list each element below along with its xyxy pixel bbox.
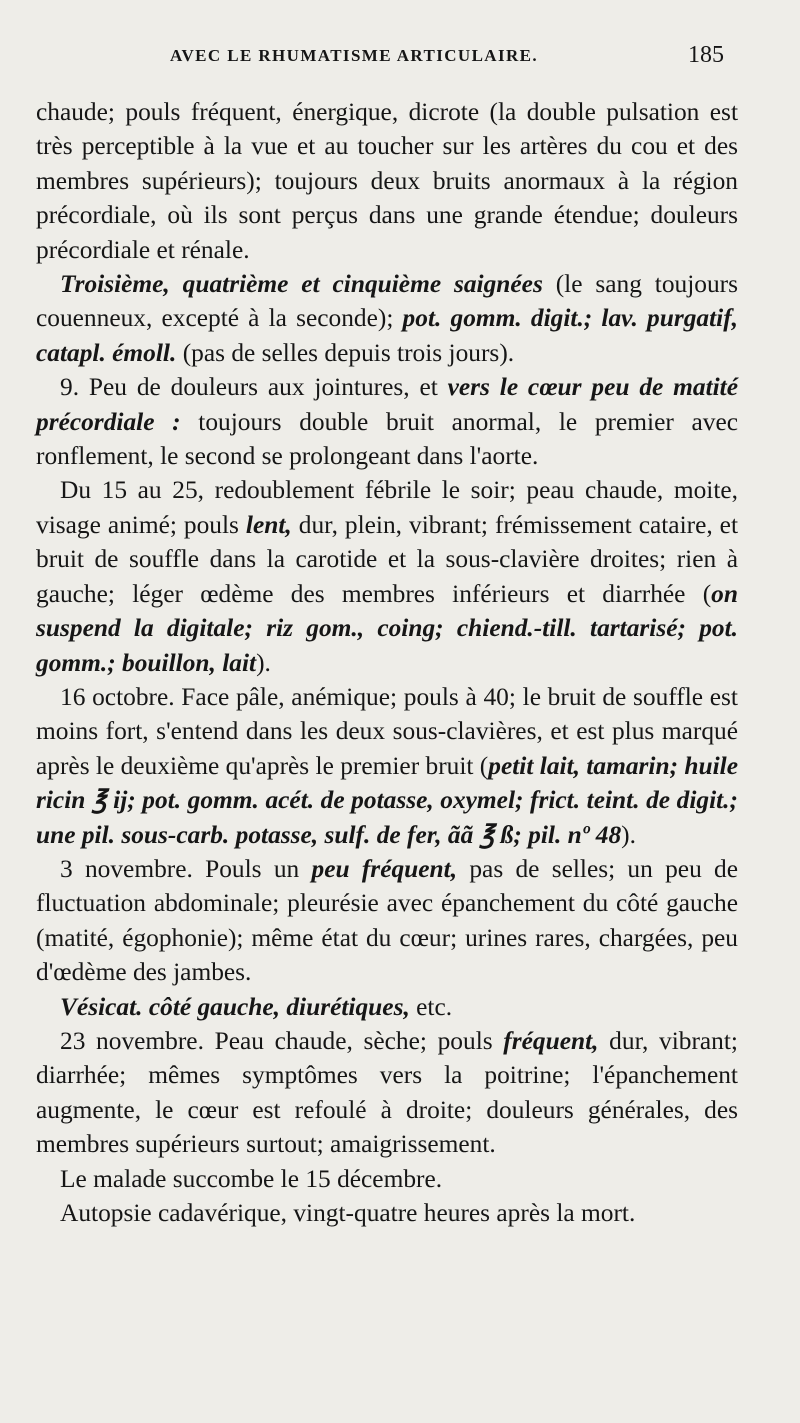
paragraph (36, 990, 738, 1024)
paragraph (36, 1196, 738, 1230)
paragraph (36, 1024, 738, 1162)
text-run: toujours double bruit anormal, le premier avec ronflement, le second se prolongeant dans l'aorte. (36, 407, 738, 471)
body-text (36, 95, 738, 1230)
italic-text: lent, (245, 510, 292, 539)
italic-text: peu fréquent, (311, 854, 458, 883)
text-run: etc. (409, 992, 453, 1021)
italic-text: pot. gomm. digit.; lav. purgatif, catapl. émoll. (36, 304, 739, 367)
text-run: (le sang toujours couenneux, excepté à la seconde); (36, 270, 739, 333)
italic-text: Vésicat. côté gauche, diurétiques, (60, 992, 410, 1021)
text-run: 23 novembre. Peau chaude, sèche; pouls (60, 1026, 504, 1055)
text-run: Du 15 au 25, redoublement fébrile le soir; peau chaude, moite, visage animé; pouls (36, 476, 738, 539)
text-run: dur, plein, vibrant; frémissement cataire, et bruit de souffle dans la carotide et la sous-clavière droites; rien à gauche; léger œdème des membres inférieurs et diarrhée ( (36, 510, 739, 608)
italic-text: fréquent, (503, 1026, 599, 1055)
running-head: AVEC LE RHUMATISME ARTICULAIRE. (170, 46, 539, 65)
text-run: pas de selles; un peu de fluctuation abdominale; pleurésie avec épanchement du côté gauche (matité, égophonie); même état du cœur; urines rares, chargées, peu d'œdème des jambes. (36, 854, 738, 987)
text-run: 3 novembre. Pouls un (60, 854, 312, 883)
text-run: ). (621, 820, 636, 849)
paragraph (36, 95, 738, 267)
text-run: chaude; pouls fréquent, énergique, dicrote (la double pulsation est très perceptible à la vue et au toucher sur les artères du cou et des membres supérieurs); toujours deux bruits anormaux à la région précordiale, où ils sont perçus dans une grande étendue; douleurs précordiale et rénale. (36, 98, 738, 264)
paragraph (36, 267, 738, 370)
italic-text: petit lait, tamarin; huile ricin ℥ ij; pot. gomm. acét. de potasse, oxymel; frict. teint. de digit.; une pil. sous-carb. potasse, sulf. de fer, ãã ℥ ß; pil. nº 48 (36, 751, 738, 849)
italic-text: on suspend la digitale; riz gom., coing; chiend.-till. tartarisé; pot. gomm.; bouillon, lait (36, 579, 738, 677)
paragraph (36, 1162, 738, 1196)
paragraph (36, 852, 738, 990)
text-run: (pas de selles depuis trois jours). (176, 338, 515, 367)
text-run: dur, vibrant; diarrhée; mêmes symptômes vers la poitrine; l'épanchement augmente, le cœur est refoulé à droite; douleurs générales, des membres supérieurs surtout; amaigrissement. (36, 1026, 738, 1159)
text-run: Autopsie cadavérique, vingt-quatre heures après la mort. (60, 1199, 636, 1227)
paragraph (36, 370, 738, 473)
text-run: 9. Peu de douleurs aux jointures, et (60, 373, 448, 402)
text-run: 16 octobre. Face pâle, anémique; pouls à 40; le bruit de souffle est moins fort, s'entend dans les deux sous-clavières, et est plus marqué après le deuxième qu'après le premier bruit ( (36, 682, 738, 780)
paragraph (36, 473, 738, 679)
italic-text: vers le cœur peu de matité précordiale : (36, 373, 738, 436)
italic-text: Troisième, quatrième et cinquième saignées (60, 270, 543, 299)
page-number: 185 (688, 42, 724, 68)
text-run: ). (256, 648, 271, 677)
text-run: Le malade succombe le 15 décembre. (60, 1164, 443, 1193)
paragraph (36, 680, 738, 852)
page-header (0, 44, 800, 74)
